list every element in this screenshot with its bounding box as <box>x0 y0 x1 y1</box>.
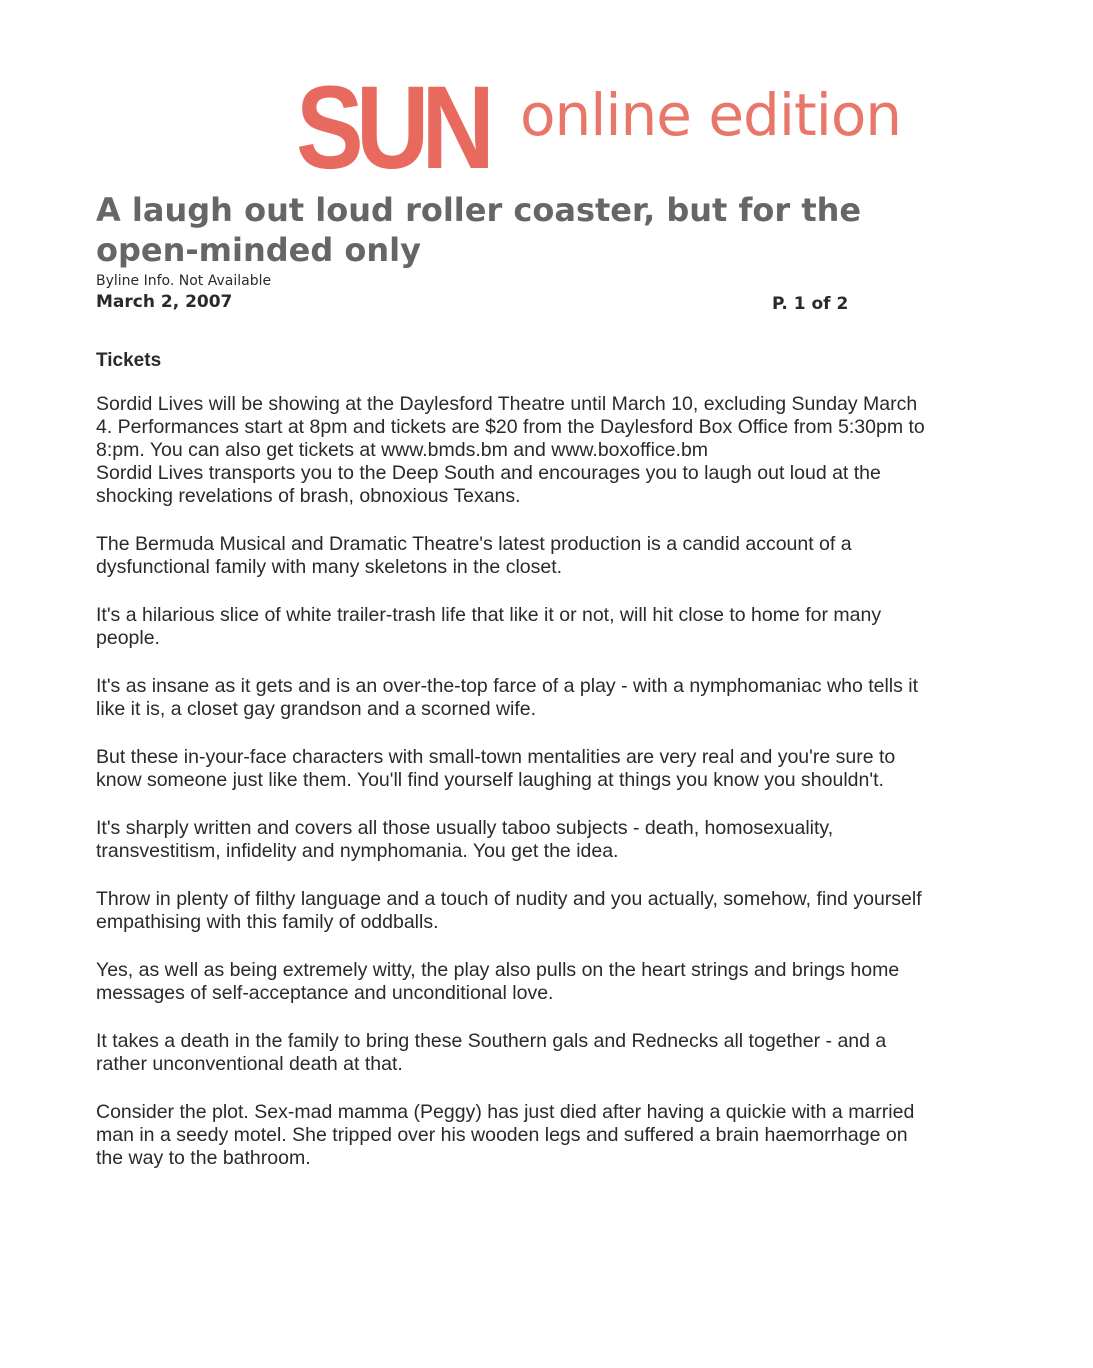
paragraph-line: man in a seedy motel. She tripped over his wooden legs and suffered a brain haemorrhage on <box>96 1124 908 1146</box>
paragraph-line: the way to the bathroom. <box>96 1147 311 1169</box>
paragraph-line: Sordid Lives transports you to the Deep South and encourages you to laugh out loud at the <box>96 462 881 484</box>
article-paragraph <box>96 533 996 579</box>
byline: Byline Info. Not Available <box>96 273 272 289</box>
paragraph-line: But these in-your-face characters with small-town mentalities are very real and you're sure to <box>96 746 896 768</box>
page-number: P. 1 of 2 <box>772 294 849 314</box>
paragraph-line: It's sharply written and covers all those usually taboo subjects - death, homosexuality, <box>96 817 834 839</box>
article-paragraph <box>96 1030 996 1076</box>
article-paragraph <box>96 675 996 721</box>
paragraph-line: It's a hilarious slice of white trailer-trash life that like it or not, will hit close to home for many <box>96 604 882 626</box>
paragraph-line: like it is, a closet gay grandson and a scorned wife. <box>96 698 537 720</box>
paragraph-line: 8:pm. You can also get tickets at www.bmds.bm and www.boxoffice.bm <box>96 439 709 461</box>
paragraph-line: Yes, as well as being extremely witty, the play also pulls on the heart strings and brings home <box>96 959 900 981</box>
paragraph-line: dysfunctional family with many skeletons in the closet. <box>96 556 563 578</box>
paragraph-line: shocking revelations of brash, obnoxious Texans. <box>96 485 521 507</box>
article-paragraph <box>96 959 996 1005</box>
headline-line-2: open-minded only <box>96 231 421 269</box>
article-paragraph <box>96 1101 996 1170</box>
article-paragraph <box>96 393 996 508</box>
article-headline <box>96 190 996 270</box>
paragraph-line: messages of self-acceptance and unconditional love. <box>96 982 554 1004</box>
paragraph-line: 4. Performances start at 8pm and tickets are $20 from the Daylesford Box Office from 5:30pm to <box>96 416 925 438</box>
article-paragraph <box>96 888 996 934</box>
section-heading: Tickets <box>96 350 162 371</box>
article-paragraph <box>96 604 996 650</box>
headline-line-1: A laugh out loud roller coaster, but for the <box>96 191 862 229</box>
masthead-edition: online edition <box>520 81 902 149</box>
paragraph-line: Sordid Lives will be showing at the Daylesford Theatre until March 10, excluding Sunday March <box>96 393 918 415</box>
paragraph-line: The Bermuda Musical and Dramatic Theatre's latest production is a candid account of a <box>96 533 852 555</box>
paragraph-line: rather unconventional death at that. <box>96 1053 403 1075</box>
paragraph-line: Throw in plenty of filthy language and a touch of nudity and you actually, somehow, find yourself <box>96 888 922 910</box>
article-body <box>96 393 996 1195</box>
paragraph-line: It's as insane as it gets and is an over-the-top farce of a play - with a nymphomaniac who tells it <box>96 675 919 697</box>
paragraph-line: Consider the plot. Sex-mad mamma (Peggy) has just died after having a quickie with a married <box>96 1101 915 1123</box>
masthead-logo <box>296 62 902 194</box>
paragraph-line: It takes a death in the family to bring these Southern gals and Rednecks all together - and a <box>96 1030 887 1052</box>
paragraph-line: know someone just like them. You'll find yourself laughing at things you know you shouldn't. <box>96 769 884 791</box>
paragraph-line: empathising with this family of oddballs. <box>96 911 439 933</box>
article-paragraph <box>96 746 996 792</box>
article-paragraph <box>96 817 996 863</box>
paragraph-line: transvestitism, infidelity and nymphomania. You get the idea. <box>96 840 619 862</box>
publish-date: March 2, 2007 <box>96 292 233 312</box>
masthead-brand: SUN <box>296 62 488 194</box>
paragraph-line: people. <box>96 627 160 649</box>
